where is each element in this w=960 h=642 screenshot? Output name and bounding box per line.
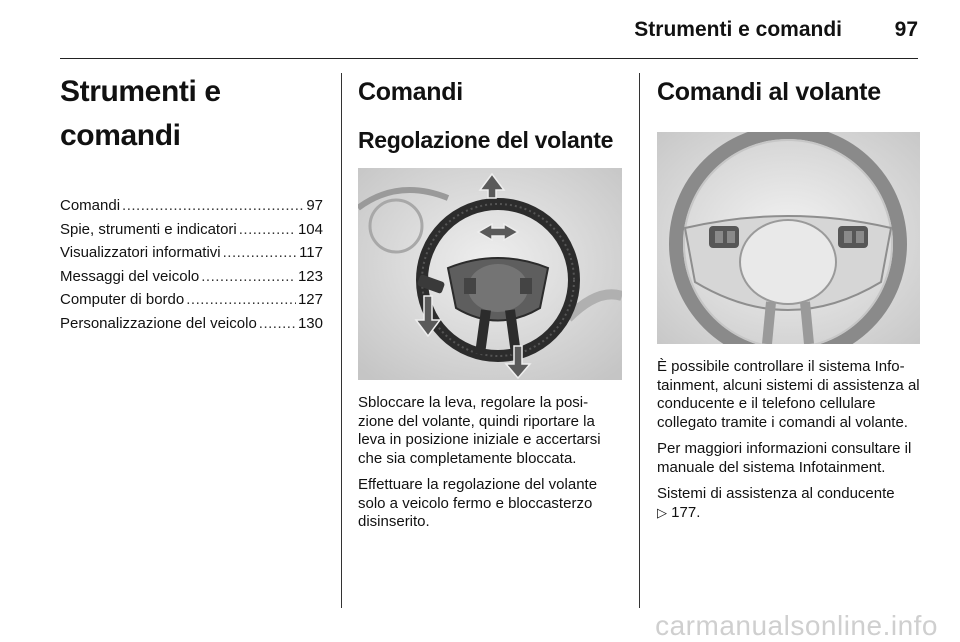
watermark: carmanualsonline.info [655, 610, 938, 641]
toc-entry[interactable] [60, 194, 323, 218]
running-header-title: Strumenti e comandi [634, 18, 842, 41]
paragraph-text: Sistemi di assistenza al conducente [657, 485, 895, 502]
column-divider-right [639, 73, 640, 608]
toc-entry[interactable] [60, 288, 323, 312]
adjustment-column [358, 70, 622, 540]
chapter-column [60, 70, 323, 336]
paragraph [657, 485, 920, 522]
steering-adjustment-figure [358, 168, 622, 380]
toc-label: Spie, strumenti e indicatori [60, 220, 237, 238]
paragraph: Per maggiori informazioni consultare il manuale del sistema Infotainment. [657, 440, 912, 476]
page-number: 97 [894, 18, 918, 41]
header-rule [60, 58, 918, 59]
paragraph: Effettuare la regolazione del volante solo a veicolo fermo e bloccasterzo disinserito. [358, 476, 598, 530]
table-of-contents [60, 194, 323, 336]
toc-entry[interactable] [60, 265, 323, 289]
toc-leader [201, 265, 296, 289]
toc-page: 97 [306, 197, 323, 214]
toc-entry[interactable] [60, 312, 323, 336]
toc-label: Messaggi del veicolo [60, 267, 200, 285]
toc-label: Comandi [60, 197, 121, 214]
paragraph: È possibile controllare il sistema Info-tainment, alcuni sistemi di assistenza al conducente e il telefono cellulare collegato tramite i comandi al volante. [657, 358, 920, 431]
toc-leader [223, 241, 297, 265]
toc-label: Personalizzazione del veicolo [60, 314, 257, 332]
toc-page: 117 [299, 244, 323, 262]
page-reference[interactable]: 177. [671, 503, 701, 521]
toc-page: 127 [297, 291, 323, 309]
chapter-title: Strumenti e comandi [60, 75, 221, 152]
paragraph: Sbloccare la leva, regolare la posi-zione del volante, quindi riportare la leva in posizione iniziale e accertarsi che sia completamente bloccata. [358, 394, 601, 467]
toc-page: 130 [297, 314, 323, 332]
toc-leader [186, 288, 296, 312]
subsection-title: Regolazione del volante [358, 127, 614, 153]
controls-column [657, 70, 920, 530]
airbag-cover [740, 220, 836, 304]
toc-entry[interactable] [60, 241, 323, 265]
section-title: Comandi [358, 78, 463, 106]
toc-page: 104 [297, 220, 323, 238]
toc-label: Computer di bordo [60, 291, 185, 309]
toc-leader [122, 194, 304, 218]
steering-wheel-controls-figure [657, 132, 920, 344]
toc-label: Visualizzatori informativi [60, 244, 221, 262]
section-title: Comandi al volante [657, 78, 881, 106]
toc-entry[interactable] [60, 218, 323, 242]
toc-page: 123 [297, 267, 323, 285]
toc-leader [239, 218, 296, 242]
page-reference-icon: ▷ [657, 504, 667, 520]
toc-leader [259, 312, 296, 336]
column-divider-left [341, 73, 342, 608]
